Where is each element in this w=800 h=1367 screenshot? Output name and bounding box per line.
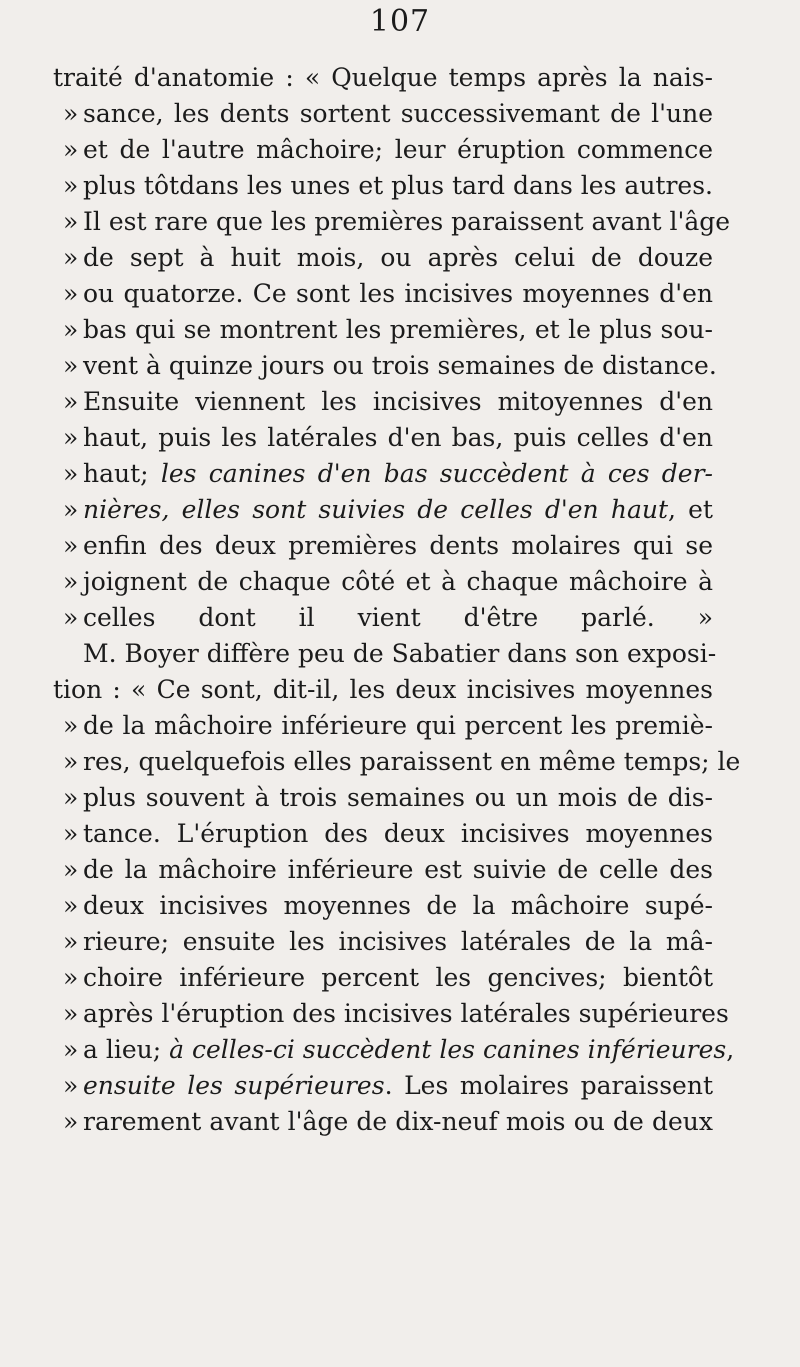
quote-mark: »: [63, 783, 79, 812]
quote-mark: »: [63, 459, 79, 488]
quote-mark: »: [63, 999, 79, 1028]
text-line: [53, 636, 717, 672]
quote-mark: »: [63, 315, 79, 344]
text-line: [53, 1104, 713, 1140]
line-text: Ensuite viennent les incisives mitoyennes d'en: [83, 387, 713, 416]
text-line: [53, 528, 713, 564]
text-line: [53, 96, 713, 132]
line-text: a lieu;: [83, 1035, 170, 1064]
line-text: celles dont il vient d'être parlé. »: [83, 603, 713, 632]
text-line: [53, 384, 713, 420]
quote-mark: »: [63, 99, 79, 128]
line-text-after: , et: [668, 495, 713, 524]
text-line: [53, 600, 713, 636]
quote-mark: »: [63, 603, 79, 632]
quote-mark: »: [63, 1107, 79, 1136]
text-line: [53, 348, 717, 384]
quote-mark: »: [63, 963, 79, 992]
text-line: [53, 1068, 713, 1104]
page-number: 107: [369, 4, 431, 39]
text-line: [53, 60, 713, 96]
text-line: [53, 816, 713, 852]
quote-mark: »: [63, 531, 79, 560]
line-text: enfin des deux premières dents molaires qui se: [83, 531, 713, 560]
line-text: joignent de chaque côté et à chaque mâchoire à: [83, 567, 713, 596]
text-line: [53, 960, 713, 996]
line-text: tion : « Ce sont, dit-il, les deux incisives moyennes: [53, 675, 713, 704]
line-text: choire inférieure percent les gencives; bientôt: [83, 963, 713, 992]
quote-mark: »: [63, 495, 79, 524]
line-text: plus tôtdans les unes et plus tard dans les autres.: [83, 171, 713, 200]
text-line: [53, 276, 713, 312]
text-line: [53, 996, 729, 1032]
line-text: deux incisives moyennes de la mâchoire supé-: [83, 891, 713, 920]
text-line: [53, 708, 713, 744]
line-text: ou quatorze. Ce sont les incisives moyennes d'en: [83, 279, 713, 308]
text-line: [53, 240, 713, 276]
quote-mark: »: [63, 135, 79, 164]
line-text: et de l'autre mâchoire; leur éruption commence: [83, 135, 713, 164]
text-line: [53, 780, 713, 816]
quote-mark: »: [63, 711, 79, 740]
line-text: sance, les dents sortent successivemant de l'une: [83, 99, 713, 128]
line-text-after: ,: [726, 1035, 735, 1064]
text-line: [53, 888, 713, 924]
quote-mark: »: [63, 891, 79, 920]
line-text: de sept à huit mois, ou après celui de douze: [83, 243, 713, 272]
text-line: [53, 744, 741, 780]
quote-mark: »: [63, 747, 79, 776]
quote-mark: »: [63, 1035, 79, 1064]
text-line: [53, 204, 731, 240]
quote-mark: »: [63, 855, 79, 884]
line-text: Il est rare que les premières paraissent avant l'âge: [83, 207, 731, 236]
line-text: de la mâchoire inférieure est suivie de celle des: [83, 855, 713, 884]
text-line: [53, 924, 713, 960]
line-text: vent à quinze jours ou trois semaines de distance.: [83, 351, 717, 380]
line-italic: les canines d'en bas succèdent à ces der-: [160, 459, 714, 488]
quote-mark: »: [63, 819, 79, 848]
quote-mark: »: [63, 423, 79, 452]
quote-mark: »: [63, 279, 79, 308]
text-line: [53, 492, 713, 528]
quote-mark: »: [63, 567, 79, 596]
line-italic: nières, elles sont suivies de celles d'en haut: [83, 495, 668, 524]
quote-mark: »: [63, 207, 79, 236]
line-italic: ensuite les supérieures: [83, 1071, 385, 1100]
line-text: traité d'anatomie : « Quelque temps après la nais-: [53, 63, 713, 92]
text-line: [53, 168, 713, 204]
text-line: [53, 564, 713, 600]
quote-mark: »: [63, 927, 79, 956]
line-italic: à celles-ci succèdent les canines inférieures: [169, 1035, 727, 1064]
quote-mark: »: [63, 243, 79, 272]
text-line: [53, 456, 713, 492]
line-text: M. Boyer diffère peu de Sabatier dans son exposi-: [83, 639, 717, 668]
line-text: bas qui se montrent les premières, et le plus sou-: [83, 315, 713, 344]
line-text: haut;: [83, 459, 161, 488]
quote-mark: »: [63, 351, 79, 380]
line-text: de la mâchoire inférieure qui percent les premiè-: [83, 711, 713, 740]
body-text: [53, 60, 741, 1140]
line-text: haut, puis les latérales d'en bas, puis celles d'en: [83, 423, 713, 452]
text-line: [53, 312, 713, 348]
text-line: [53, 1032, 735, 1068]
text-line: [53, 420, 713, 456]
quote-mark: »: [63, 171, 79, 200]
line-text: res, quelquefois elles paraissent en même temps; le: [83, 747, 741, 776]
text-line: [53, 852, 713, 888]
quote-mark: »: [63, 1071, 79, 1100]
quote-mark: »: [63, 387, 79, 416]
line-text: tance. L'éruption des deux incisives moyennes: [83, 819, 713, 848]
line-text: plus souvent à trois semaines ou un mois de dis-: [83, 783, 713, 812]
line-text: rarement avant l'âge de dix-neuf mois ou de deux: [83, 1107, 713, 1136]
text-line: [53, 672, 713, 708]
line-text-after: . Les molaires paraissent: [384, 1071, 714, 1100]
line-text: après l'éruption des incisives latérales supérieures: [83, 999, 729, 1028]
line-text: rieure; ensuite les incisives latérales de la mâ-: [83, 927, 713, 956]
text-line: [53, 132, 713, 168]
